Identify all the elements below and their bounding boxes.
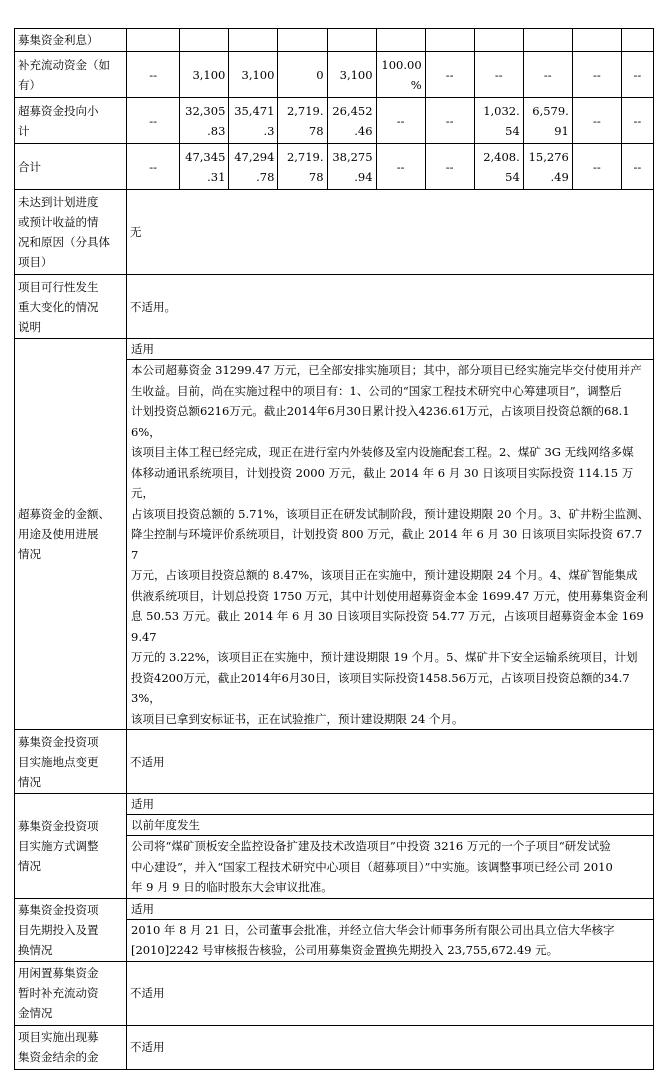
table-cell: -- <box>425 52 474 98</box>
section-label-location-change: 募集资金投资项 目实施地点变更 情况 <box>15 730 127 794</box>
table-cell: 3,100 <box>327 52 376 98</box>
table-row <box>15 275 654 339</box>
section-label-idle-funds: 用闲置募集资金 暂时补充流动资 金情况 <box>15 961 127 1025</box>
table-cell: 35,471 .3 <box>229 98 278 144</box>
table-cell: 15,276 .49 <box>523 144 572 190</box>
table-cell: 6,579. 91 <box>523 98 572 144</box>
table-cell: 2,719. 78 <box>278 98 327 144</box>
adjust-paragraph: 公司将“煤矿顶板安全监控设备扩建及技术改造项目”中投资 3216 万元的一个子项目“研发试验 中心建设”，并入“国家工程技术研究中心项目（超募项目）”中实施。该调整事项已经公司 2010 年 9 月 9 日的临时股东大会审议批准。 <box>131 839 613 894</box>
table-cell: -- <box>621 144 653 190</box>
row-label: 募集资金利息） <box>15 29 127 52</box>
table-cell: -- <box>376 144 425 190</box>
table-row <box>15 52 654 98</box>
usage-paragraph: 本公司超募资金 31299.47 万元，已全部安排实施项目；其中，部分项目已经实施完毕交付使用并产 生收益。目前，尚在实施过程中的项目有：1、公司的“国家工程技术研究中心筹建项目”，调整后 计划投资总额6216万元。截止2014年6月30日累计投入4236.61万元，占该项目投资总额的68.16%， 该项目主体工程已经完成，现正在进行室内外装修及室内设施配套工程。2、煤矿 3G 无线网络多媒 体移动通讯系统项目，计划投资 2000 万元，截止 2014 年 6 月 30 日该项目实际投资 114.15 万元， 占该项目投资总额的 5.71%，该项目正在研发试制阶段，预计建设期限 20 个月。3、矿井粉尘监测、 降尘控制与环境评价系统项目，计划投资 800 万元，截止 2014 年 6 月 30 日该项目实际投资 67.77 万元，占该项目投资总额的 8.47%，该项目正在实施中，预计建设期限 24 个月。4、煤矿智能集成 供液系统项目，计划总投资 1750 万元，其中计划使用超募资金本金 1699.47 万元，使用募集资金利 息 50.53 万元。截止 2014 年 6 月 30 日该项目实际投资 54.77 万元，占该项目超募资金本金 1699.47 万元的 3.22%，该项目正在实施中，预计建设期限 19 个月。5、煤矿井下安全运输系统项目，计划 投资4200万元，截止2014年6月30日，该项目实际投资1458.56万元，占该项目投资总额的34.73%， 该项目已拿到安标证书，正在试验推广，预计建设期限 24 个月。 <box>131 363 649 726</box>
section-value <box>127 339 654 730</box>
section-value: 不适用 <box>127 1025 654 1069</box>
section-value: 不适用 <box>127 730 654 794</box>
table-cell: -- <box>127 52 180 98</box>
section-value: 不适用。 <box>127 275 654 339</box>
table-cell: -- <box>572 52 621 98</box>
applicable-status: 适用 <box>127 339 653 360</box>
applicable-status: 适用 <box>127 794 653 815</box>
table-cell: 2,408. 54 <box>474 144 523 190</box>
table-cell: -- <box>425 144 474 190</box>
table-cell: -- <box>425 98 474 144</box>
section-label-surplus: 项目实施出现募 集资金结余的金 <box>15 1025 127 1069</box>
table-row <box>15 190 654 275</box>
table-cell: 32,305 .83 <box>180 98 229 144</box>
document-page <box>14 28 654 1070</box>
table-cell: 47,294 .78 <box>229 144 278 190</box>
row-label: 合计 <box>15 144 127 190</box>
table-row <box>15 98 654 144</box>
table-cell: -- <box>621 52 653 98</box>
table-row <box>15 794 654 899</box>
table-cell: 3,100 <box>180 52 229 98</box>
section-label-not-reached: 未达到计划进度 或预计收益的情 况和原因（分具体 项目） <box>15 190 127 275</box>
section-label-method-adjust: 募集资金投资项 目实施方式调整 情况 <box>15 794 127 899</box>
section-value <box>127 794 654 899</box>
occurrence-note: 以前年度发生 <box>127 815 653 836</box>
table-cell: -- <box>127 98 180 144</box>
table-row <box>15 29 654 52</box>
section-label-advance-invest: 募集资金投资项 目先期投入及置 换情况 <box>15 898 127 961</box>
section-value: 无 <box>127 190 654 275</box>
table-cell: -- <box>376 98 425 144</box>
table-cell: -- <box>572 144 621 190</box>
table-row <box>15 730 654 794</box>
row-label: 超募资金投向小 计 <box>15 98 127 144</box>
section-value: 不适用 <box>127 961 654 1025</box>
table-cell: 2,719. 78 <box>278 144 327 190</box>
section-value <box>127 898 654 961</box>
table-cell: 1,032. 54 <box>474 98 523 144</box>
table-cell: -- <box>572 98 621 144</box>
row-label: 补充流动资金（如 有） <box>15 52 127 98</box>
table-cell: -- <box>523 52 572 98</box>
table-cell: 100.00 % <box>376 52 425 98</box>
table-cell: 0 <box>278 52 327 98</box>
applicable-status: 适用 <box>127 899 653 920</box>
table-row <box>15 961 654 1025</box>
table-cell: -- <box>127 144 180 190</box>
table-cell: -- <box>474 52 523 98</box>
table-cell: 47,345 .31 <box>180 144 229 190</box>
table-row <box>15 898 654 961</box>
table-row <box>15 144 654 190</box>
section-label-overraised-usage: 超募资金的金额、 用途及使用进展 情况 <box>15 339 127 730</box>
table-cell: 3,100 <box>229 52 278 98</box>
fund-usage-table <box>14 28 654 1070</box>
table-row <box>15 1025 654 1069</box>
table-row <box>15 339 654 730</box>
table-cell: 38,275 .94 <box>327 144 376 190</box>
table-cell: -- <box>621 98 653 144</box>
section-label-feasibility: 项目可行性发生 重大变化的情况 说明 <box>15 275 127 339</box>
advance-paragraph: 2010 年 8 月 21 日，公司董事会批准，并经立信大华会计师事务所有限公司出具立信大华核字 [2010]2242 号审核报告核验，公司用募集资金置换先期投入 23,755,672.49 元。 <box>131 922 615 957</box>
table-cell: 26,452 .46 <box>327 98 376 144</box>
